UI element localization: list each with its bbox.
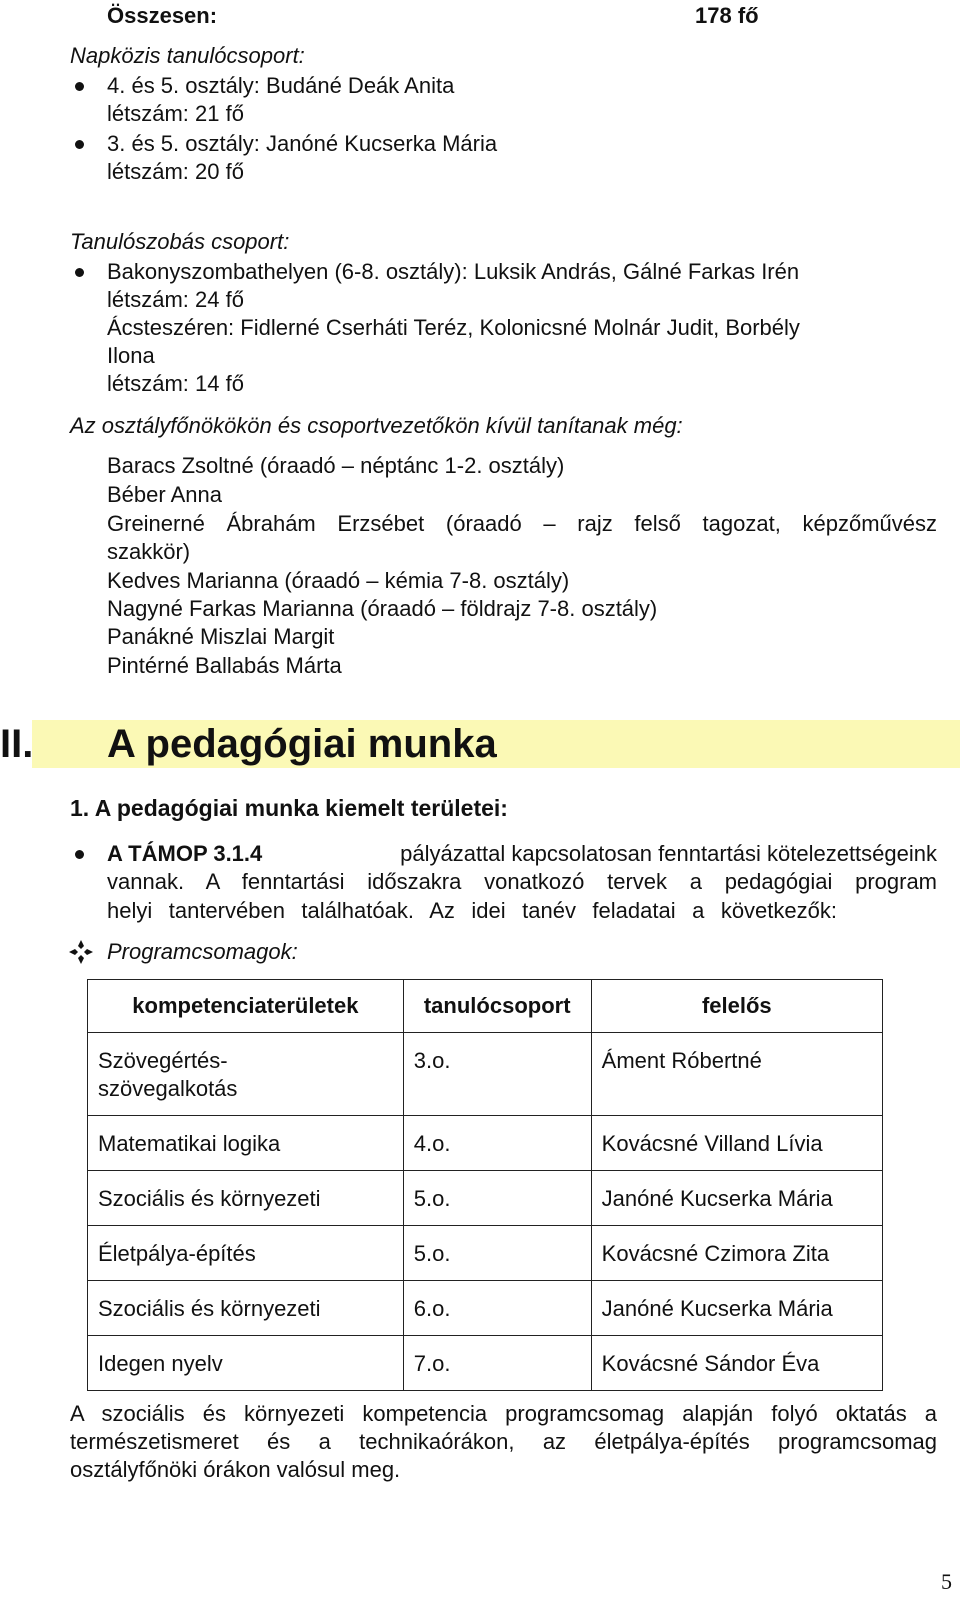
bullet-icon — [75, 140, 84, 149]
tamop-first-line — [107, 840, 937, 868]
table-row — [88, 1033, 883, 1116]
total-label: Összesen: — [107, 3, 218, 28]
cell-area: Matematikai logika — [88, 1116, 404, 1171]
table-row — [88, 1226, 883, 1281]
programcsomagok-label: Programcsomagok: — [107, 939, 298, 964]
napkozi-heading: Napközis tanulócsoport: — [70, 43, 305, 68]
tanulo-heading: Tanulószobás csoport: — [70, 229, 290, 254]
table-row — [88, 1116, 883, 1171]
teacher-line: Béber Anna — [107, 482, 222, 507]
closing-line: osztályfőnöki órákon valósul meg. — [70, 1457, 401, 1482]
napkozi-item-line: létszám: 21 fő — [107, 101, 244, 126]
chapter-number: II. — [0, 722, 34, 766]
tanulo-line: létszám: 14 fő — [107, 371, 244, 396]
column-header: felelős — [591, 980, 882, 1033]
tamop-line: vannak. A fenntartási időszakra vonatkozó tervek a pedagógiai program — [107, 869, 937, 894]
table-header-row — [88, 980, 883, 1033]
cell-person: Janóné Kucserka Mária — [591, 1171, 882, 1226]
teacher-line: Greinerné Ábrahám Erzsébet (óraadó – rajz felső tagozat, képzőművész — [107, 511, 937, 536]
program-table — [87, 979, 883, 1391]
table-row — [88, 1336, 883, 1391]
bullet-icon — [75, 850, 84, 859]
total-value: 178 fő — [695, 3, 759, 28]
cell-person: Áment Róbertné — [591, 1033, 882, 1116]
tanulo-line: létszám: 24 fő — [107, 287, 244, 312]
cell-area: Szociális és környezeti — [88, 1171, 404, 1226]
tanulo-line: Ácsteszéren: Fidlerné Cserháti Teréz, Kolonicsné Molnár Judit, Borbély — [107, 315, 800, 340]
cell-area: Szövegértés- szövegalkotás — [88, 1033, 404, 1116]
tamop-lead: A TÁMOP 3.1.4 — [107, 841, 263, 866]
bullet-icon — [75, 82, 84, 91]
diamond-bullet-icon — [68, 939, 94, 965]
teacher-line: Baracs Zsoltné (óraadó – néptánc 1-2. osztály) — [107, 453, 565, 478]
tamop-line: pályázattal kapcsolatosan fenntartási kötelezettségeink — [400, 841, 937, 866]
cell-group: 3.o. — [403, 1033, 591, 1116]
cell-area: Életpálya-építés — [88, 1226, 404, 1281]
napkozi-item-line: 3. és 5. osztály: Janóné Kucserka Mária — [107, 131, 498, 156]
cell-person: Kovácsné Czimora Zita — [591, 1226, 882, 1281]
cell-group: 5.o. — [403, 1226, 591, 1281]
table-row — [88, 1171, 883, 1226]
closing-line: természetismeret és a technikaórákon, az életpálya-építés programcsomag — [70, 1429, 937, 1454]
napkozi-item-line: 4. és 5. osztály: Budáné Deák Anita — [107, 73, 455, 98]
bullet-icon — [75, 268, 84, 277]
tanulo-line: Ilona — [107, 343, 155, 368]
column-header: kompetenciaterületek — [88, 980, 404, 1033]
cell-area: Szociális és környezeti — [88, 1281, 404, 1336]
teacher-line: szakkör) — [107, 539, 191, 564]
napkozi-item-line: létszám: 20 fő — [107, 159, 244, 184]
cell-group: 6.o. — [403, 1281, 591, 1336]
cell-group: 5.o. — [403, 1171, 591, 1226]
teacher-line: Nagyné Farkas Marianna (óraadó – földrajz 7-8. osztály) — [107, 596, 658, 621]
tamop-line: helyi tantervében találhatóak. Az idei tanév feladatai a következők: — [107, 898, 837, 923]
cell-group: 7.o. — [403, 1336, 591, 1391]
teacher-line: Kedves Marianna (óraadó – kémia 7-8. osztály) — [107, 568, 570, 593]
tanulo-line: Bakonyszombathelyen (6-8. osztály): Luksik András, Gálné Farkas Irén — [107, 259, 800, 284]
teacher-line: Pintérné Ballabás Márta — [107, 653, 342, 678]
cell-area: Idegen nyelv — [88, 1336, 404, 1391]
cell-group: 4.o. — [403, 1116, 591, 1171]
teachers-heading: Az osztályfőnökökön és csoportvezetőkön kívül tanítanak még: — [70, 413, 683, 438]
closing-line: A szociális és környezeti kompetencia programcsomag alapján folyó oktatás a — [70, 1401, 937, 1426]
column-header: tanulócsoport — [403, 980, 591, 1033]
cell-person: Janóné Kucserka Mária — [591, 1281, 882, 1336]
page-number: 5 — [941, 1569, 952, 1594]
section-title: 1. A pedagógiai munka kiemelt területei: — [70, 795, 508, 821]
teacher-line: Panákné Miszlai Margit — [107, 624, 335, 649]
cell-person: Kovácsné Sándor Éva — [591, 1336, 882, 1391]
table-row — [88, 1281, 883, 1336]
cell-person: Kovácsné Villand Lívia — [591, 1116, 882, 1171]
chapter-title: A pedagógiai munka — [107, 722, 497, 766]
